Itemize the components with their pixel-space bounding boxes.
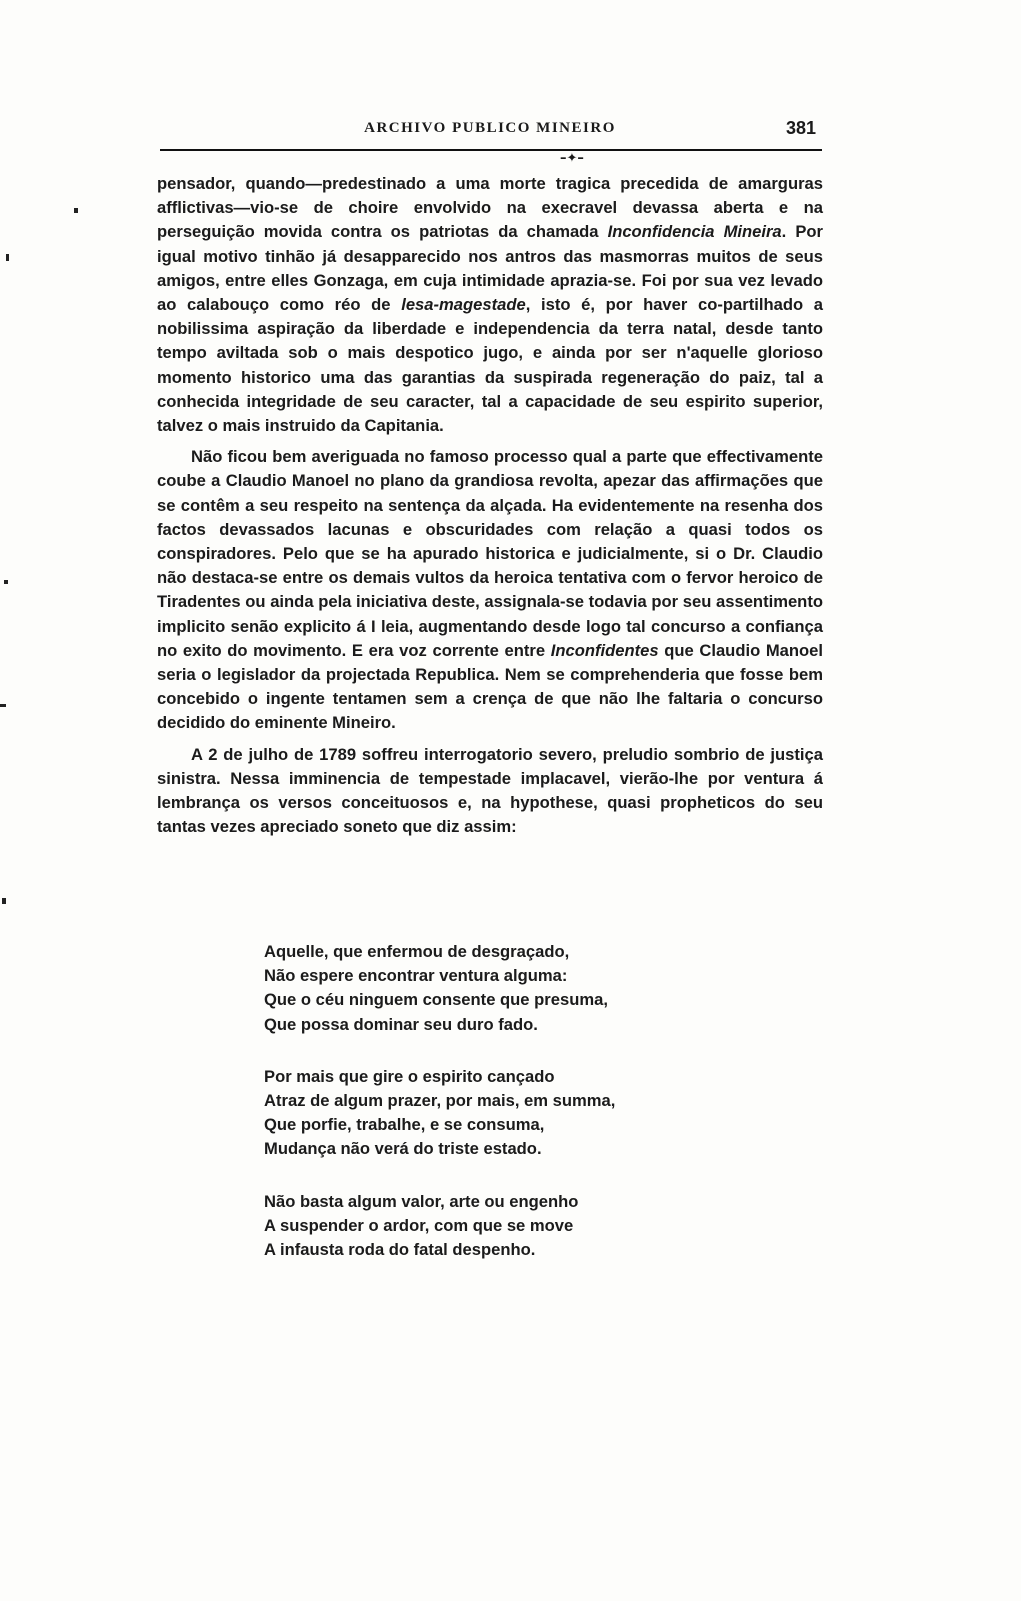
paragraph-3 — [157, 743, 823, 840]
paragraph-1-text-c: , isto é, por haver co-partilhado a nobilissima aspiração da liberdade e independencia da terra natal, desde tanto tempo aviltada sob o mais despotico jugo, e ainda por ser n'aquelle glorioso momento historico uma das garantias da suspirada regeneração do paiz, tal a conhecida integridade de seu caracter, tal a capacidade de seu espirito superior, talvez o mais instruido da Capitania. — [157, 295, 823, 436]
verse-line: Não espere encontrar ventura alguma: — [264, 966, 568, 986]
stanza-1 — [264, 940, 724, 1037]
body-text — [157, 172, 823, 839]
page-header — [160, 118, 820, 148]
italic-term-inconfidentes: Inconfidentes — [550, 640, 659, 660]
stanza-3 — [264, 1190, 724, 1263]
italic-term-lesa-magestade: lesa-magestade — [401, 295, 526, 315]
verse-line: Que possa dominar seu duro fado. — [264, 1014, 538, 1034]
verse-line: Por mais que gire o espirito cançado — [264, 1066, 555, 1086]
verse-line: A infausta roda do fatal despenho. — [264, 1240, 536, 1260]
verse-line: Atraz de algum prazer, por mais, em summa, — [264, 1091, 616, 1111]
verse-line: Mudança não verá do triste estado. — [264, 1139, 542, 1159]
verse-line: Não basta algum valor, arte ou engenho — [264, 1191, 579, 1211]
stanza-2 — [264, 1065, 724, 1162]
scan-speck — [0, 704, 6, 707]
paragraph-2-text-b: que Claudio Manoel seria o legislador da projectada Republica. Nem se comprehenderia que fosse bem concebido o ingente tentamen sem a crença de que não lhe faltaria o concurso decidido do eminente Mineiro. — [157, 640, 823, 733]
paragraph-2 — [157, 445, 823, 735]
scan-speck — [4, 580, 8, 584]
verse-line: A suspender o ardor, com que se move — [264, 1215, 574, 1235]
verse-line: Que porfie, trabalhe, e se consuma, — [264, 1115, 545, 1135]
header-ornament: –✦– — [560, 151, 584, 166]
running-title: ARCHIVO PUBLICO MINEIRO — [364, 120, 616, 136]
paragraph-2-text-a: Não ficou bem averiguada no famoso processo qual a parte que effectivamente coube a Claudio Manoel no plano da grandiosa revolta, apezar das affirmações que se contêm a seu respeito na sentença da alçada. Ha evidentemente na resenha dos factos devassados lacunas e obscuridades com relação a quasi todos os conspiradores. Pelo que se ha apurado historica e judicialmente, si o Dr. Claudio não destaca-se entre os demais vultos da heroica tentativa com o fervor heroico de Tiradentes ou ainda pela iniciativa deste, assignala-se todavia por seu assentimento implicito senão explicito á I leia, augmentando desde logo tal concurso a confiança no exito do movimento. E era voz corrente entre — [157, 447, 823, 660]
scan-speck — [6, 254, 9, 261]
sonnet — [264, 940, 724, 1290]
scan-speck — [74, 208, 78, 213]
paragraph-3-text: A 2 de julho de 1789 soffreu interrogatorio severo, preludio sombrio de justiça sinistra. Nessa imminencia de tempestade implacavel, vierão-lhe por ventura á lembrança os versos conceituosos e, na hypothese, quasi propheticos do seu tantas vezes apreciado soneto que diz assim: — [157, 744, 823, 837]
page-number: 381 — [785, 118, 816, 138]
paragraph-1 — [157, 172, 823, 438]
verse-line: Que o céu ninguem consente que presuma, — [264, 990, 608, 1010]
paragraph-1-text-b: . Por igual motivo tinhão já desapparecido nos antros das masmorras muitos de seus amigos, entre elles Gonzaga, em cuja intimidade aprazia-se. Foi por sua vez levado ao calabouço como réo de — [157, 222, 823, 315]
scan-speck — [2, 898, 6, 904]
paragraph-1-text-a: pensador, quando—predestinado a uma morte tragica precedida de amarguras afflictivas—vio-se de choire envolvido na execravel devassa aberta e na perseguição movida contra os patriotas da chamada — [157, 174, 823, 242]
header-rule — [160, 149, 822, 151]
italic-term-inconfidencia: Inconfidencia Mineira — [607, 222, 782, 242]
verse-line: Aquelle, que enfermou de desgraçado, — [264, 942, 570, 961]
